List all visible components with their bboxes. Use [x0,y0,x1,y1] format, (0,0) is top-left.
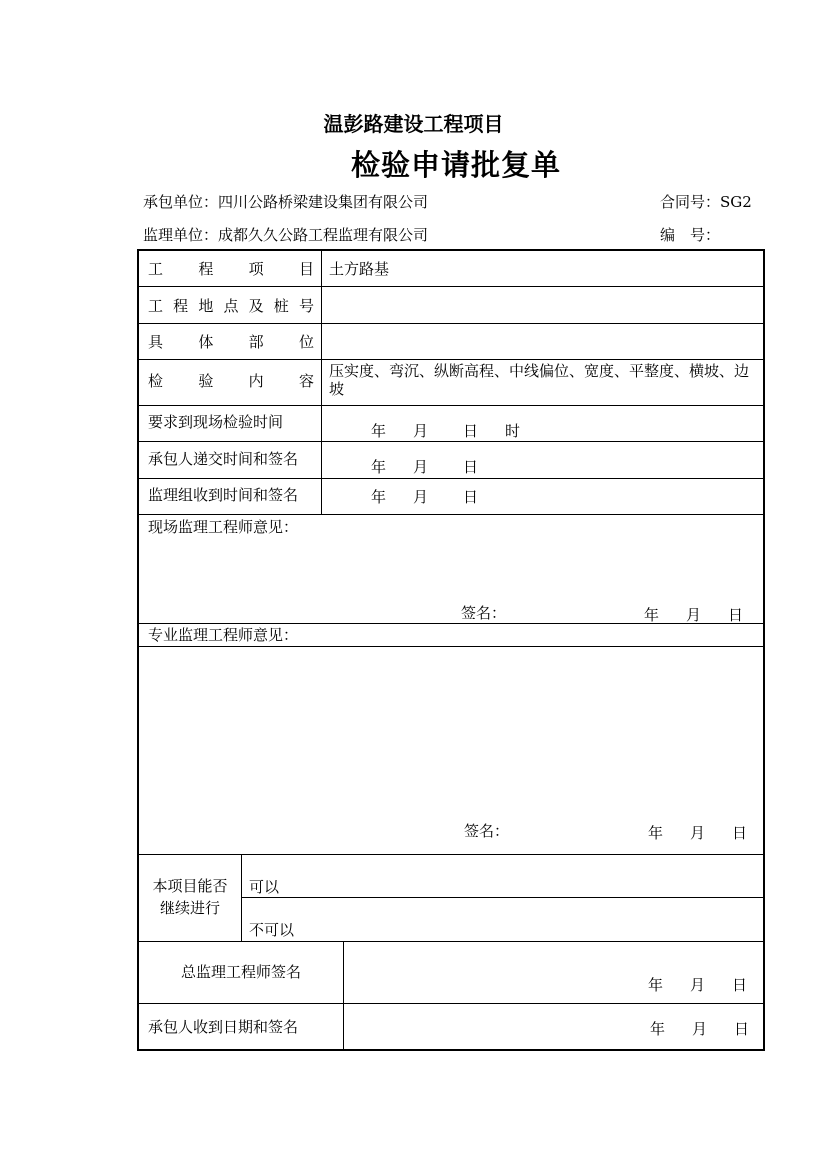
specialist-engineer-year: 年 [648,824,664,842]
content-value: 压实度、弯沉、纵断高程、中线偏位、宽度、平整度、横坡、边坡 [329,362,750,398]
inspection-month: 月 [413,422,429,440]
received-month: 月 [413,488,429,506]
received-time-label: 监理组收到时间和签名 [148,486,299,504]
contractor-receipt-year: 年 [650,1020,666,1038]
field-engineer-opinion-label: 现场监理工程师意见： [148,518,299,536]
field-engineer-year: 年 [644,606,660,624]
chief-engineer-sign-label: 总监理工程师签名 [180,963,301,981]
submit-day: 日 [463,458,479,476]
contract-no-line [660,191,752,212]
inspection-form-table [137,249,765,1051]
project-title: 温彭路建设工程项目 [323,112,504,136]
project-item-label: 工 程 项 目 [148,260,314,278]
contractor-receipt-label: 承包人收到日期和签名 [148,1018,299,1036]
field-engineer-sign-label: 签名： [461,604,507,622]
contractor-label: 承包单位： [143,193,219,211]
chief-engineer-year: 年 [648,976,664,994]
inspection-day: 日 [463,422,479,440]
specialist-engineer-day: 日 [732,824,748,842]
chief-engineer-month: 月 [690,976,706,994]
location-label: 工 程 地 点 及 桩 号 [148,297,314,315]
submit-year: 年 [371,458,387,476]
received-year: 年 [371,488,387,506]
contract-no-value: SG2 [720,193,752,211]
inspection-hour: 时 [505,422,521,440]
contractor-receipt-month: 月 [692,1020,708,1038]
submit-month: 月 [413,458,429,476]
contractor-value: 四川公路桥梁建设集团有限公司 [218,193,429,211]
proceed-label-line2: 继续进行 [159,899,220,917]
specialist-engineer-sign-label: 签名： [464,822,510,840]
received-day: 日 [463,488,479,506]
submit-time-label: 承包人递交时间和签名 [148,450,299,468]
contract-no-label: 合同号： [660,193,721,211]
document-title: 检验申请批复单 [350,148,561,182]
supervisor-value: 成都久久公路工程监理有限公司 [218,226,429,244]
content-label: 检 验 内 容 [148,372,314,390]
specialist-engineer-month: 月 [690,824,706,842]
option-proceed-no[interactable]: 不可以 [249,921,295,939]
contractor-receipt-day: 日 [734,1020,750,1038]
project-item-value: 土方路基 [329,260,390,278]
inspection-time-label: 要求到现场检验时间 [148,413,284,431]
proceed-label-line1: 本项目能否 [152,877,228,895]
chief-engineer-day: 日 [732,976,748,994]
field-engineer-month: 月 [686,606,702,624]
supervisor-line [143,224,428,245]
serial-no-label: 编 号： [660,226,721,244]
contractor-line [143,191,428,212]
field-engineer-day: 日 [728,606,744,624]
specialist-engineer-opinion-label: 专业监理工程师意见： [148,626,299,644]
part-label: 具 体 部 位 [148,333,314,351]
inspection-year: 年 [371,422,387,440]
supervisor-label: 监理单位： [143,226,219,244]
option-proceed-yes[interactable]: 可以 [249,878,280,896]
